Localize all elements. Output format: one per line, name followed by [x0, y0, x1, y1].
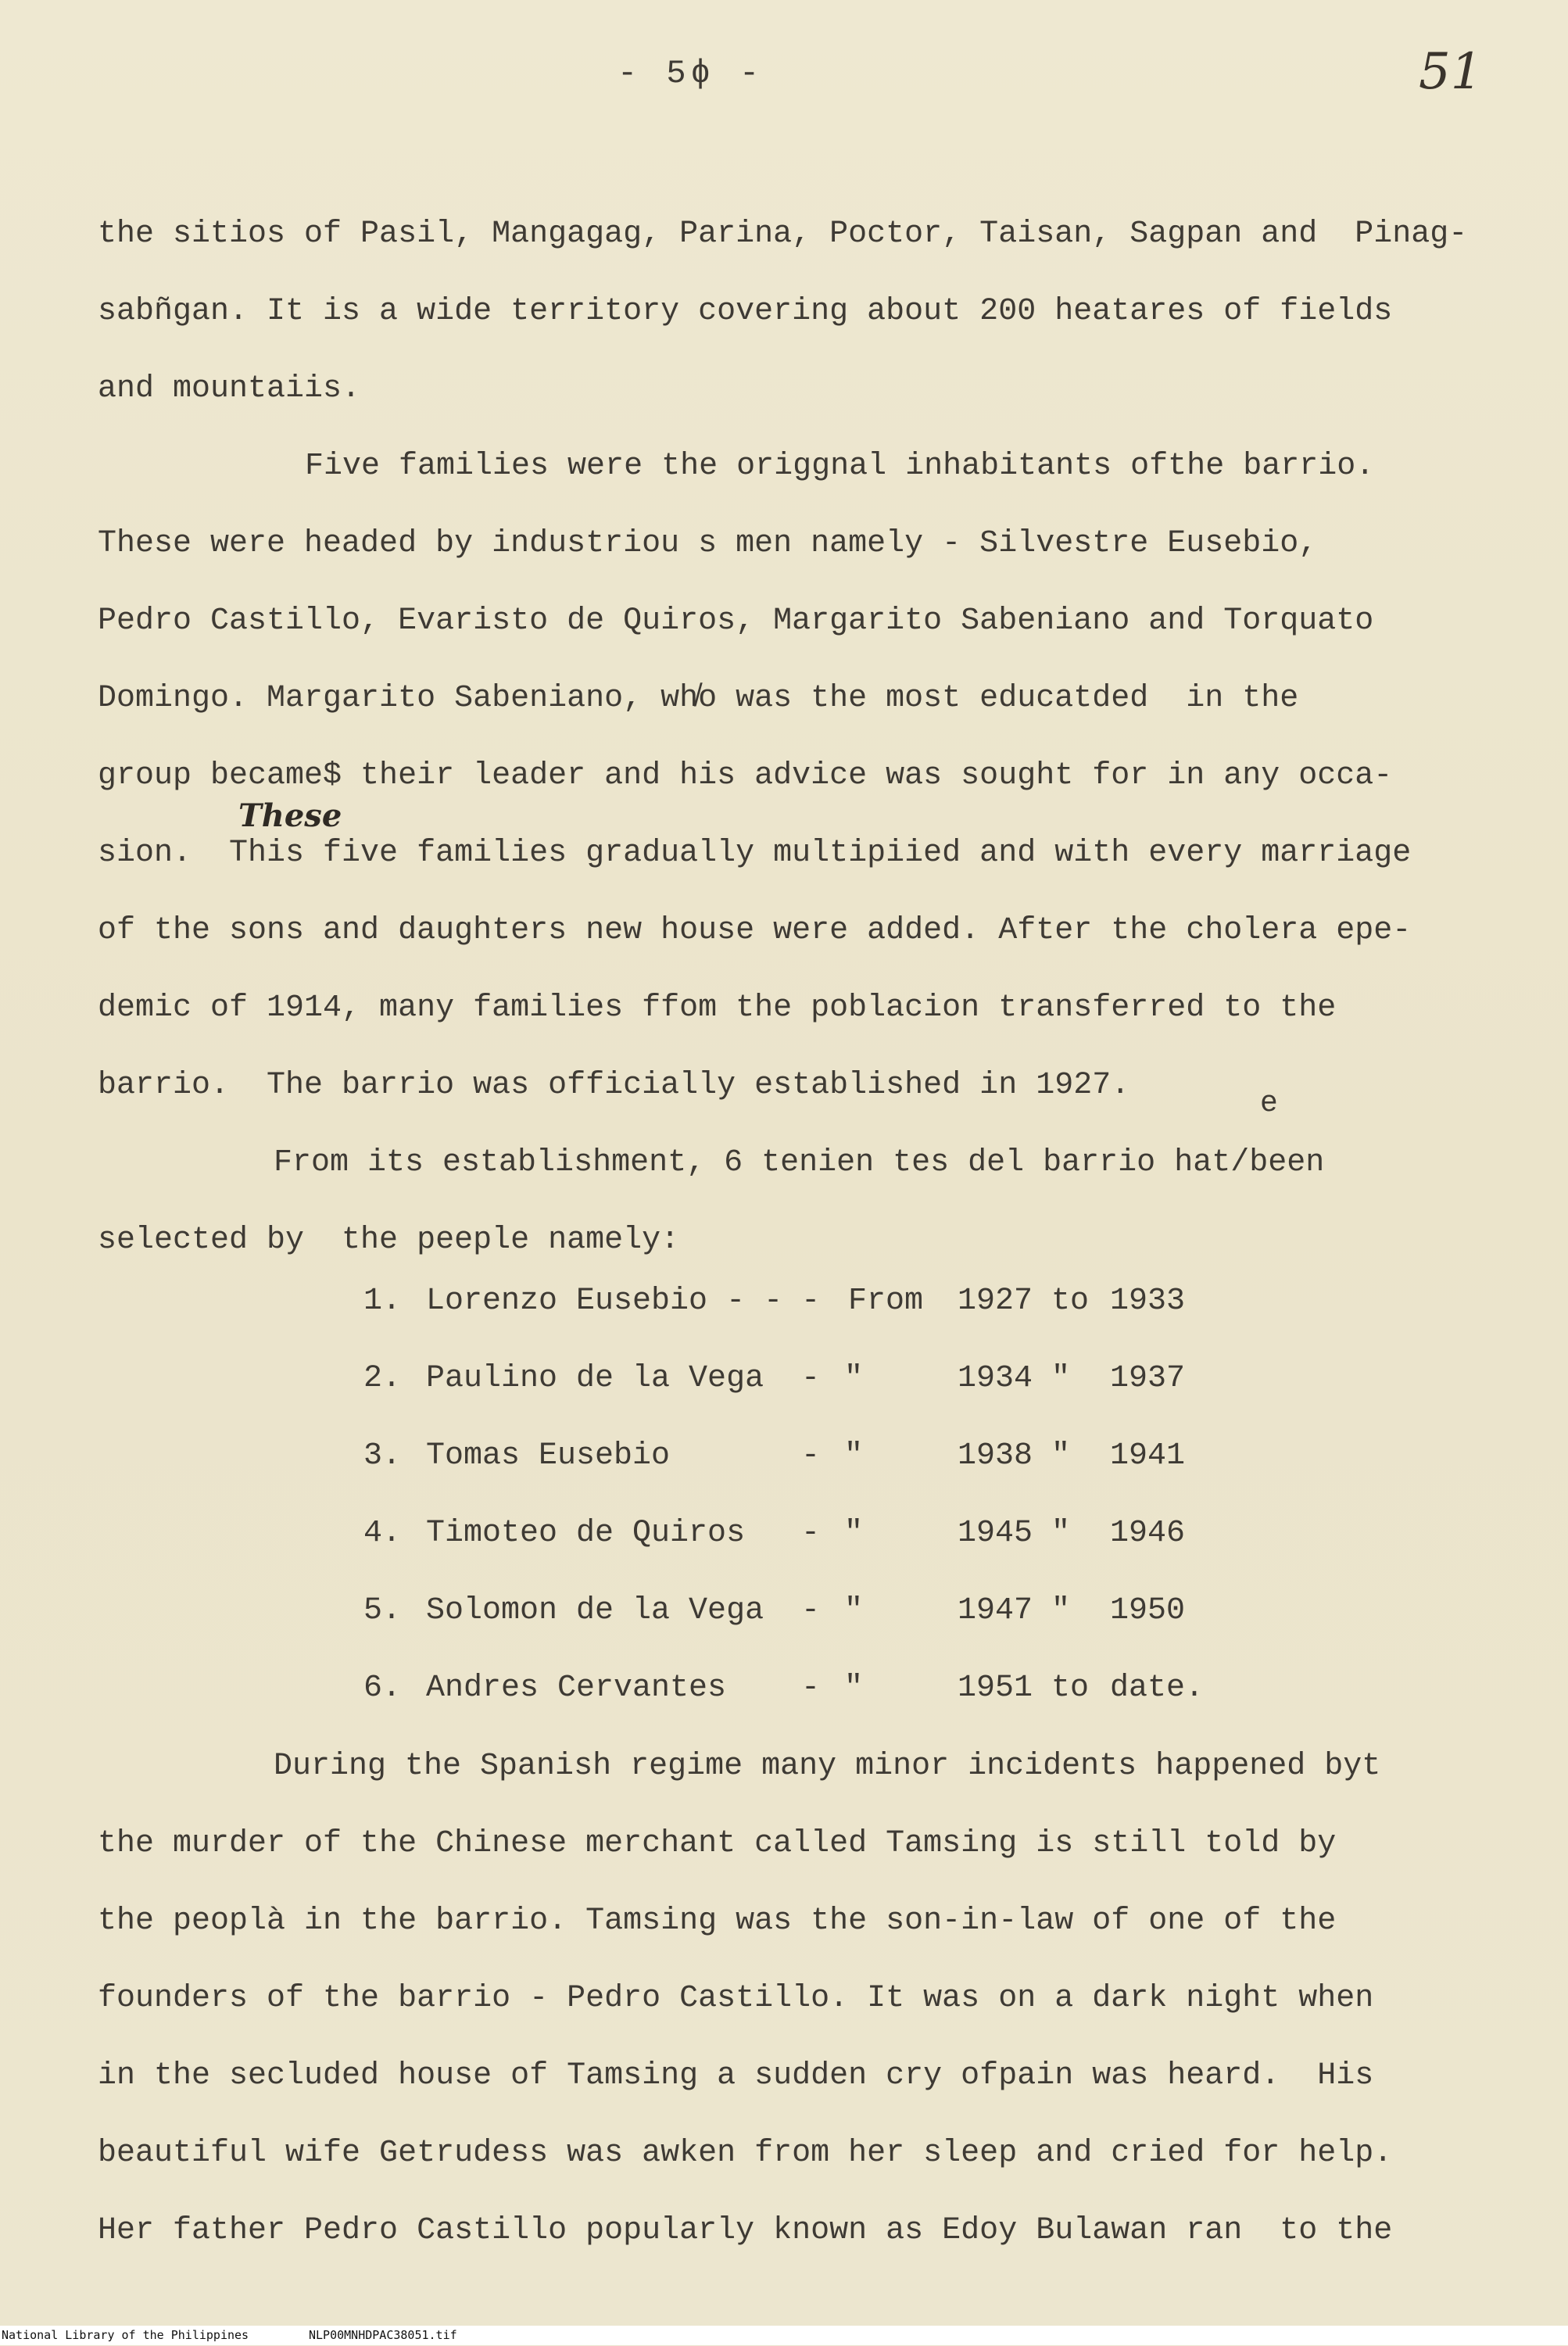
start-year: 1945	[958, 1516, 1033, 1551]
item-number: 3.	[363, 1438, 402, 1474]
body-text	[98, 195, 1505, 1279]
text-line: of the sons and daughters new house were added. After the cholera epe-	[98, 913, 1412, 948]
dash: -	[801, 1671, 821, 1706]
item-number: 1.	[363, 1284, 402, 1319]
list-item	[363, 1340, 1186, 1417]
inserted-letter: e	[1260, 1087, 1278, 1120]
text-line: demic of 1914, many families ffom the poblacion transferred to the	[98, 990, 1337, 1026]
text-line: These were headed by industriou s men namely - Silvestre Eusebio,	[98, 526, 1318, 561]
text-line: From its establishment, 6 tenien tes del barrio hat/been	[274, 1145, 1325, 1180]
scan-filename: NLP00MNHDPAC38051.tif	[309, 2328, 457, 2342]
ditto-mark: "	[844, 1438, 864, 1474]
text-line: Her father Pedro Castillo popularly known as Edoy Bulawan ran to the	[98, 2213, 1393, 2248]
text-line: and mountaiis.	[98, 371, 361, 407]
text-line: sion. This five families gradually multipiied and with every marriage	[98, 836, 1412, 871]
list-item	[363, 1417, 1186, 1495]
teniente-name: Lorenzo Eusebio - - -	[426, 1284, 821, 1319]
list-item	[363, 1572, 1186, 1649]
paragraph-families	[98, 428, 1505, 1124]
ditto-mark: "	[1051, 1438, 1071, 1474]
start-year: 1947	[958, 1593, 1033, 1628]
teniente-name: Solomon de la Vega	[426, 1593, 764, 1628]
end-year: 1950	[1110, 1593, 1186, 1628]
text-line: Pedro Castillo, Evaristo de Quiros, Margarito Sabeniano and Torquato	[98, 604, 1374, 639]
handwritten-page-number: 51	[1419, 43, 1483, 101]
ditto-mark: "	[844, 1516, 864, 1551]
end-year: date.	[1110, 1671, 1205, 1706]
text-line: Five families were the origgnal inhabitants ofthe barrio.	[305, 449, 1375, 484]
text-line: group became$ their leader and his advice was sought for in any occa-	[98, 758, 1393, 793]
paragraph-sitios	[98, 195, 1505, 428]
dash: -	[801, 1516, 821, 1551]
from-label: From	[848, 1284, 924, 1319]
text-line: beautiful wife Getrudess was awken from her sleep and cried for help.	[98, 2136, 1393, 2171]
ditto-mark: "	[1051, 1361, 1071, 1396]
text-line: sabñgan. It is a wide territory covering about 200 heatares of fields	[98, 294, 1393, 329]
ditto-mark: "	[1051, 1593, 1071, 1628]
list-item	[363, 1649, 1205, 1727]
start-year: 1927	[958, 1284, 1033, 1319]
end-year: 1941	[1110, 1438, 1186, 1474]
item-number: 2.	[363, 1361, 402, 1396]
list-item	[363, 1263, 1186, 1340]
start-year: 1951	[958, 1671, 1033, 1706]
dash: -	[801, 1593, 821, 1628]
item-number: 5.	[363, 1593, 402, 1628]
text-line: Domingo. Margarito Sabeniano, wh̸o was the most educatded in the	[98, 681, 1299, 716]
text-line: the murder of the Chinese merchant called Tamsing is still told by	[98, 1826, 1337, 1861]
paragraph-tamsing	[98, 1728, 1505, 2269]
ditto-mark: "	[844, 1671, 864, 1706]
handwritten-correction: These	[238, 797, 342, 834]
ditto-mark: "	[844, 1361, 864, 1396]
paragraph-establishment	[98, 1124, 1505, 1279]
text-line: During the Spanish regime many minor incidents happened byt	[274, 1749, 1381, 1784]
end-year: 1933	[1110, 1284, 1186, 1319]
teniente-name: Tomas Eusebio	[426, 1438, 671, 1474]
to-label: to	[1051, 1284, 1090, 1319]
dash: -	[801, 1361, 821, 1396]
item-number: 6.	[363, 1671, 402, 1706]
list-item	[363, 1495, 1186, 1572]
teniente-name: Andres Cervantes	[426, 1671, 727, 1706]
ditto-mark: "	[1051, 1516, 1071, 1551]
text-line: founders of the barrio - Pedro Castillo. It was on a dark night when	[98, 1981, 1374, 2016]
teniente-name: Timoteo de Quiros	[426, 1516, 746, 1551]
text-line: the peoplà in the barrio. Tamsing was the son-in-law of one of the	[98, 1904, 1337, 1939]
dash: -	[801, 1438, 821, 1474]
text-line: the sitios of Pasil, Mangagag, Parina, Poctor, Taisan, Sagpan and Pinag-	[98, 217, 1468, 252]
text-line: in the secluded house of Tamsing a sudden cry ofpain was heard. His	[98, 2058, 1374, 2093]
end-year: 1946	[1110, 1516, 1186, 1551]
end-year: 1937	[1110, 1361, 1186, 1396]
library-credit: National Library of the Philippines	[2, 2328, 249, 2342]
to-label: to	[1051, 1671, 1090, 1706]
tenientes-list	[363, 1263, 1205, 1727]
text-line: selected by the peeple namely:	[98, 1223, 680, 1258]
item-number: 4.	[363, 1516, 402, 1551]
ditto-mark: "	[844, 1593, 864, 1628]
page-number: - 5ɸ -	[618, 55, 764, 92]
text-line: barrio. The barrio was officially established in 1927.	[98, 1068, 1130, 1103]
scan-footer	[0, 2326, 1568, 2345]
teniente-name: Paulino de la Vega	[426, 1361, 764, 1396]
start-year: 1934	[958, 1361, 1033, 1396]
start-year: 1938	[958, 1438, 1033, 1474]
